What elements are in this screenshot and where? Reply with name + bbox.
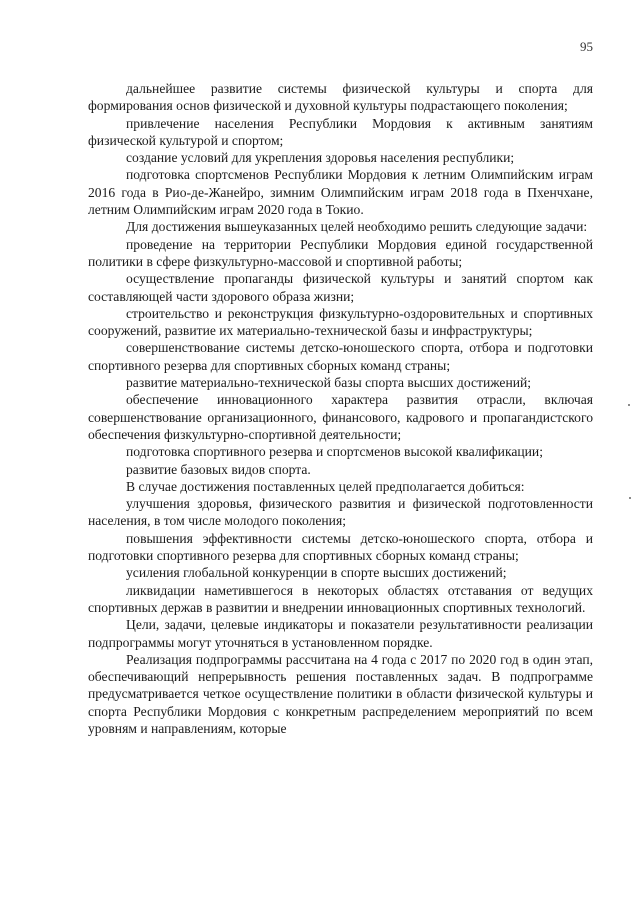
paragraph: подготовка спортивного резерва и спортсменов высокой квалификации; xyxy=(126,444,543,460)
paragraph: совершенствование системы детско-юношеского спорта, отбора и подготовки спортивного резерва для спортивных сборных команд страны; xyxy=(88,340,593,373)
paragraph: Реализация подпрограммы рассчитана на 4 года с 2017 по 2020 год в один этап, обеспечивающий непрерывность решения поставленных задач. В подпрограмме предусматривается четкое осуществление политики в области физической культуры и спорта Республики Мордовия с конкретным распределением мероприятий по всем уровням и направлениям, которые xyxy=(88,651,593,736)
paragraph: повышения эффективности системы детско-юношеского спорта, отбора и подготовки спортивного резерва для спортивных сборных команд страны; xyxy=(88,530,593,564)
paragraph: развитие базовых видов спорта. xyxy=(126,461,311,477)
paragraph: подготовка спортсменов Республики Мордовия к летним Олимпийским играм 2016 года в Рио-де-Жанейро, зимним Олимпийским играм 2018 года в Пхенчхане, летним Олимпийским играм 2020 года в Токио. xyxy=(88,167,593,218)
scan-speck xyxy=(629,497,631,499)
paragraph: осуществление пропаганды физической культуры и занятий спортом как составляющей части здорового образа жизни; xyxy=(88,271,593,304)
paragraph: привлечение населения Республики Мордовия к активным занятиям физической культурой и спортом; xyxy=(88,115,593,148)
paragraph: усиления глобальной конкуренции в спорте высших достижений; xyxy=(126,565,507,581)
paragraph: развитие материально-технической базы спорта высших достижений; xyxy=(126,375,532,391)
paragraph: Для достижения вышеуказанных целей необходимо решить следующие задачи: xyxy=(126,219,588,235)
paragraph: проведение на территории Республики Мордовия единой государственной политики в сфере физкультурно-массовой и спортивной работы; xyxy=(88,236,593,269)
paragraph: обеспечение инновационного характера развития отрасли, включая совершенствование организационного, финансового, кадрового и пропагандистского обеспечения физкультурно-спортивной деятельности; xyxy=(88,392,593,442)
document-body xyxy=(88,80,593,737)
paragraph: В случае достижения поставленных целей предполагается добиться: xyxy=(126,478,525,494)
page-number: 95 xyxy=(580,39,593,54)
paragraph: Цели, задачи, целевые индикаторы и показатели результативности реализации подпрограммы могут уточняться в установленном порядке. xyxy=(88,617,593,650)
paragraph: строительство и реконструкция физкультурно-оздоровительных и спортивных сооружений, развитие их материально-технической базы и инфраструктуры; xyxy=(88,305,593,339)
paragraph: создание условий для укрепления здоровья населения республики; xyxy=(126,150,515,166)
paragraph: улучшения здоровья, физического развития и физической подготовленности населения, в том числе молодого поколения; xyxy=(88,496,593,529)
scan-speck xyxy=(628,404,630,406)
paragraph: дальнейшее развитие системы физической культуры и спорта для формирования основ физической и духовной культуры подрастающего поколения; xyxy=(88,81,593,114)
paragraph: ликвидации наметившегося в некоторых областях отставания от ведущих спортивных держав в развитии и внедрении инновационных спортивных технологий. xyxy=(88,582,593,615)
